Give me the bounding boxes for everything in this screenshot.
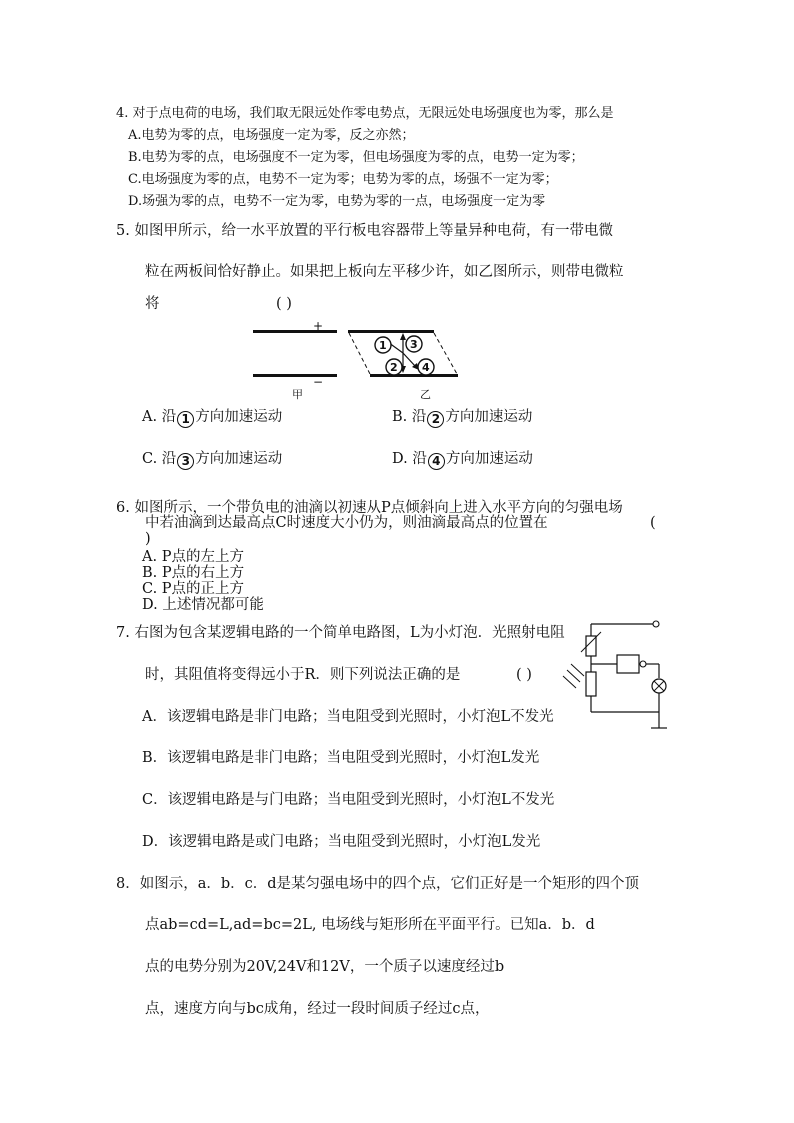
q8-line1: 8．如图示，a．b．c．d是某匀强电场中的四个点，它们正好是一个矩形的四个顶 <box>116 876 640 892</box>
plus-sign: + <box>313 319 324 333</box>
q6-option-d: D. 上述情况都可能 <box>142 597 264 613</box>
q5-option-a <box>142 410 282 428</box>
q5-option-d <box>392 452 533 470</box>
q7-bracket: ( ) <box>516 667 532 683</box>
circle-4-label: 4 <box>422 361 430 374</box>
q5-bracket: ( ) <box>276 296 292 312</box>
q5-option-a-prefix: A. 沿 <box>142 409 177 425</box>
label-yi: 乙 <box>420 388 431 401</box>
q6-option-b: B. P点的右上方 <box>142 565 245 581</box>
q5-option-a-number: 1 <box>177 411 194 428</box>
q5-line1: 5. 如图甲所示，给一水平放置的平行板电容器带上等量异种电荷，有一带电微 <box>116 223 613 239</box>
q7-line2: 时，其阻值将变得远小于R．则下列说法正确的是 <box>145 667 461 683</box>
q4-option-a: A.电势为零的点，电场强度一定为零，反之亦然； <box>128 128 415 143</box>
q5-option-c <box>142 452 282 470</box>
q6-line1: 6. 如图所示，一个带负电的油滴以初速从P点倾斜向上进入水平方向的匀强电场 <box>116 500 623 516</box>
q7-option-c: C．该逻辑电路是与门电路；当电阻受到光照时，小灯泡L不发光 <box>142 792 555 808</box>
minus-sign: − <box>313 375 324 389</box>
q5-option-b-prefix: B. 沿 <box>392 409 427 425</box>
capacitor-jia <box>253 319 337 401</box>
circle-1-label: 1 <box>379 339 387 352</box>
q4-stem: 4. 对于点电荷的电场，我们取无限远处作零电势点，无限远处电场强度也为零，那么是 <box>116 106 614 121</box>
q6-option-c: C. P点的正上方 <box>142 581 245 597</box>
q5-line2: 粒在两板间恰好静止。如果把上板向左平移少许，如乙图所示，则带电微粒 <box>145 264 624 280</box>
capacitor-yi <box>348 330 458 401</box>
circle-2-label: 2 <box>390 361 398 374</box>
q4-option-c: C.电场强度为零的点，电势不一定为零；电势为零的点，场强不一定为零； <box>128 172 558 187</box>
q4-option-b: B.电势为零的点，电场强度不一定为零，但电场强度为零的点，电势一定为零； <box>128 150 584 165</box>
logic-circuit-figure <box>555 612 670 737</box>
q5-option-d-number: 4 <box>428 453 445 470</box>
q7-option-b: B．该逻辑电路是非门电路；当电阻受到光照时，小灯泡L发光 <box>142 750 540 766</box>
label-jia: 甲 <box>292 388 303 401</box>
q5-option-b <box>392 410 532 428</box>
q5-option-d-prefix: D. 沿 <box>392 451 427 467</box>
q6-bracket-open: ( <box>650 515 656 531</box>
q5-option-a-text: 方向加速运动 <box>195 409 283 425</box>
q5-line3: 将 <box>145 296 160 312</box>
q5-option-c-prefix: C. 沿 <box>142 451 177 467</box>
q6-bracket-close: ) <box>145 531 151 547</box>
q5-option-c-number: 3 <box>177 453 194 470</box>
q5-option-d-text: 方向加速运动 <box>445 451 533 467</box>
q7-option-d: D．该逻辑电路是或门电路；当电阻受到光照时，小灯泡L发光 <box>142 834 541 850</box>
q6-option-a: A. P点的左上方 <box>142 549 244 565</box>
q4-option-d: D.场强为零的点，电势不一定为零，电势为零的一点，电场强度一定为零 <box>128 194 546 209</box>
q8-line3: 点的电势分别为20V,24V和12V，一个质子以速度经过b <box>145 959 505 975</box>
q8-line2: 点ab=cd=L,ad=bc=2L, 电场线与矩形所在平面平行。已知a．b．d <box>145 917 595 933</box>
q5-option-b-text: 方向加速运动 <box>445 409 533 425</box>
q7-line1: 7. 右图为包含某逻辑电路的一个简单电路图，L为小灯泡．光照射电阻 <box>116 625 565 641</box>
circle-3-label: 3 <box>410 338 418 351</box>
q6-line2: 中若油滴到达最高点C时速度大小仍为，则油滴最高点的位置在 <box>145 515 548 531</box>
q5-option-c-text: 方向加速运动 <box>195 451 283 467</box>
q8-line4: 点，速度方向与bc成角，经过一段时间质子经过c点， <box>145 1001 490 1017</box>
q7-option-a: A．该逻辑电路是非门电路；当电阻受到光照时，小灯泡L不发光 <box>142 709 554 725</box>
q5-option-b-number: 2 <box>427 411 444 428</box>
